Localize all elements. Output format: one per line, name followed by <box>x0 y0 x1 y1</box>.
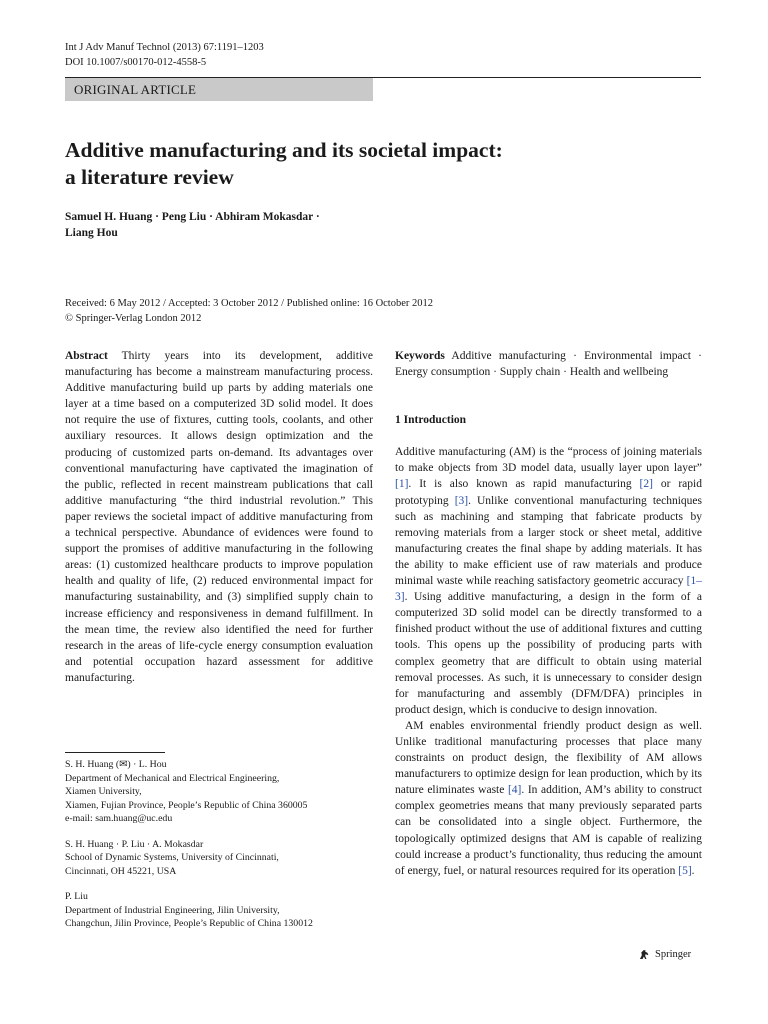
affiliation-2-dept: School of Dynamic Systems, University of Cincinnati, <box>65 852 279 863</box>
keywords-block <box>395 348 702 380</box>
intro-paragraph-2 <box>395 718 702 879</box>
affiliation-1-address: Xiamen, Fujian Province, People’s Republic of China 360005 <box>65 799 308 811</box>
article-type: ORIGINAL ARTICLE <box>74 82 197 97</box>
keywords-label: Keywords <box>395 350 445 362</box>
right-column <box>395 348 702 879</box>
affiliation-2 <box>65 838 373 879</box>
abstract-text: Thirty years into its development, additive manufacturing has become a mainstream manufacturing process. Additive manufacturing build up parts by adding materials one layer at a time based on a computerized 3D solid model. It does not require the use of fixtures, cutting tools, coolants, and other auxiliary resources. It allows design optimization and the producing of customized parts on-demand. Its advantages over conventional manufacturing have captivated the imagination of the public, reflected in recent mainstream publications that call additive manufacturing “the third industrial revolution.” This paper reviews the societal impact of additive manufacturing from a technical perspective. Abundance of evidences were found to support the promises of additive manufacturing in the following areas: (1) customized healthcare products to improve population health and quality of life, (2) reduced environmental impact for manufacturing sustainability, and (3) simplified supply chain to increase efficiency and responsiveness in demand fulfillment. In the mean time, the review also identified the need for further research in the areas of life-cycle energy consumption evaluation and potential occupation hazard assessment for additive manufacturing. <box>65 350 373 684</box>
intro-paragraph-1 <box>395 444 702 718</box>
journal-citation: Int J Adv Manuf Technol (2013) 67:1191–1203 <box>65 42 264 53</box>
affiliation-3 <box>65 890 373 931</box>
intro-p2-text-a: AM enables environmental friendly product design as well. Unlike traditional manufacturing processes that place many constraints on product design, the flexibility of AM allows manufacturers to optimize design for lean production, which by its nature eliminates waste <box>395 719 702 797</box>
section-heading-introduction: 1 Introduction <box>395 414 467 427</box>
intro-p1-text-c: or rapid prototyping <box>395 478 702 507</box>
abstract-block <box>65 348 373 686</box>
copyright-line: © Springer-Verlag London 2012 <box>65 313 202 324</box>
publisher-name: Springer <box>655 949 692 960</box>
affiliation-3-address: Changchun, Jilin Province, People’s Republic of China 130012 <box>65 918 313 929</box>
affiliation-2-address: Cincinnati, OH 45221, USA <box>65 865 177 877</box>
affiliation-1-dept: Department of Mechanical and Electrical Engineering, <box>65 772 280 784</box>
affiliations <box>65 758 373 943</box>
citation-link-1[interactable]: [1] <box>395 478 409 491</box>
intro-p1-text-e: . Using additive manufacturing, a design in the form of a computerized 3D solid model can be directly transformed to a finished product without the use of additional fixtures and cutting tools. This opens up the possibility of producing parts with complex geometry that are difficult to obtain using material removal processes. As such, it is unnecessary to consider design for manufacturing and assembly (DFM/DFA) principles in product design, which is conducive to design innovation. <box>395 591 702 716</box>
intro-p1-text-a: Additive manufacturing (AM) is the “process of joining materials to make objects from 3D model data, usually layer upon layer” <box>395 446 702 475</box>
affiliation-3-authors: P. Liu <box>65 891 88 902</box>
citation-link-3[interactable]: [3] <box>454 494 469 507</box>
footnote-rule <box>65 752 165 753</box>
citation-link-5[interactable]: [5] <box>678 864 692 877</box>
intro-p2-text-c: . <box>691 864 695 877</box>
intro-p1-text-d: . Unlike conventional manufacturing techniques such as machining and stamping that fabricate products by removing materials from a larger stock or sheet metal, additive manufacturing creates the final shape by adding materials. It has the ability to make efficient use of raw materials and produce minimal waste while reaching satisfactory geometric accuracy <box>395 494 702 588</box>
affiliation-1-email[interactable]: e-mail: sam.huang@uc.edu <box>65 813 173 824</box>
author-list <box>65 209 705 241</box>
affiliation-1 <box>65 758 373 826</box>
authors-line-1: Samuel H. Huang · Peng Liu · Abhiram Mokasdar · <box>65 211 320 223</box>
doi: DOI 10.1007/s00170-012-4558-5 <box>65 57 207 68</box>
article-title <box>65 137 705 191</box>
affiliation-2-authors: S. H. Huang · P. Liu · A. Mokasdar <box>65 838 204 850</box>
dates-line: Received: 6 May 2012 / Accepted: 3 October 2012 / Published online: 16 October 2012 <box>65 298 434 309</box>
citation-link-1-3[interactable]: [1–3] <box>395 575 702 604</box>
citation-link-4[interactable]: [4] <box>507 784 522 797</box>
publisher-logo <box>638 948 691 961</box>
keywords-text: Additive manufacturing · Environmental impact · Energy consumption · Supply chain · Health and wellbeing <box>395 350 702 379</box>
citation-link-2[interactable]: [2] <box>639 478 653 491</box>
intro-p2-text-b: . In addition, AM’s ability to construct complex geometries means that many previously separated parts can be consolidated into a single object. Furthermore, the topologically optimized designs that AM is capable of realizing could increase a product’s functionality, thus reducing the amount of energy, fuel, or natural resources required for its operation <box>395 784 702 877</box>
authors-line-2: Liang Hou <box>65 227 118 239</box>
article-type-band <box>65 78 373 101</box>
intro-p1-text-b: . It is also known as rapid manufacturing <box>408 478 640 491</box>
affiliation-3-dept: Department of Industrial Engineering, Jilin University, <box>65 904 280 916</box>
title-line-1: Additive manufacturing and its societal impact: <box>65 138 503 162</box>
springer-horse-icon <box>638 948 651 961</box>
title-line-2: a literature review <box>65 165 234 189</box>
affiliation-1-authors: S. H. Huang (✉) · L. Hou <box>65 759 167 770</box>
affiliation-1-institution: Xiamen University, <box>65 786 142 797</box>
journal-header <box>65 40 264 70</box>
abstract-label: Abstract <box>65 350 108 362</box>
publication-dates <box>65 296 705 326</box>
